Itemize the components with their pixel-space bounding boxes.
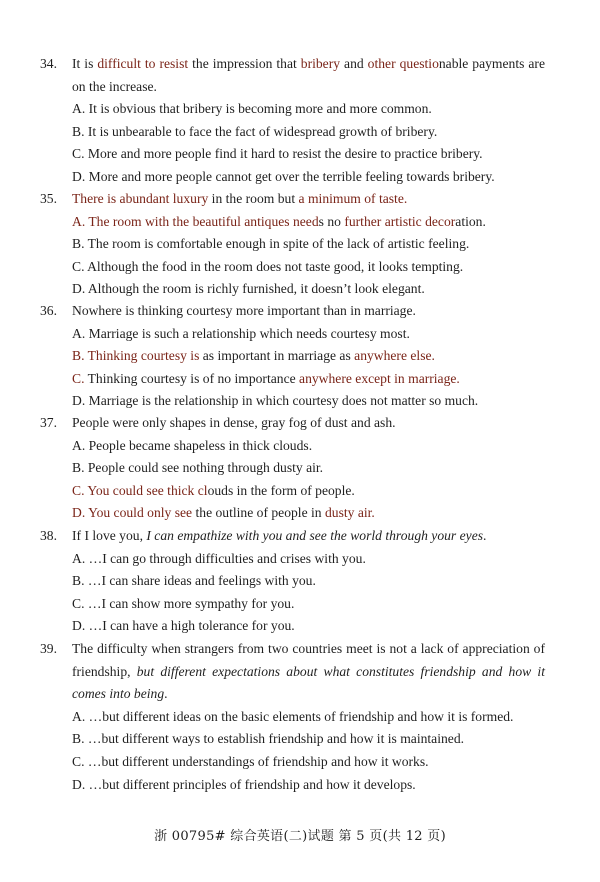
text-segment: There is abundant luxury [72,191,209,206]
text-segment: C. Although the food in the room does not taste good, it looks tempting. [72,258,464,274]
option-c [72,368,545,391]
question-38 [40,525,545,638]
option-d [72,278,545,301]
option-c [72,480,545,503]
text-segment: and [340,56,368,71]
question-stem [72,525,545,548]
question-stem [72,188,545,211]
option-c [72,593,545,616]
text-segment: Thinking courtesy is of no importance [84,370,300,386]
text-segment: C. More and more people find it hard to resist the desire to practice bribery. [72,146,483,162]
option-c [72,143,545,166]
question-37 [40,412,545,525]
option-a [72,98,545,121]
option-d [72,615,545,638]
text-segment: other questio [367,56,439,71]
option-d [72,166,545,189]
question-stem [72,638,545,706]
text-segment: s no [318,213,345,229]
option-c [72,256,545,279]
option-d [72,390,545,413]
text-segment: A. …but different ideas on the basic elements of friendship and how it is formed. [72,708,514,724]
text-segment: B. People could see nothing through dusty air. [72,460,324,476]
page-footer: 浙 00795# 综合英语(二)试题 第 5 页(共 12 页) [154,829,446,844]
text-segment: B. …but different ways to establish friendship and how it is maintained. [72,731,465,747]
text-segment: . [164,686,168,702]
option-d [72,502,545,525]
text-segment: People were only shapes in dense, gray fog of dust and ash. [72,415,396,430]
text-segment: dusty air. [324,505,375,521]
text-segment: A. Marriage is such a relationship which needs courtesy most. [72,325,410,341]
text-segment: D. Although the room is richly furnished, it doesn’t look elegant. [72,281,425,297]
question-stem [72,412,545,435]
text-segment: anywhere else. [354,348,435,364]
question-number: 34. [40,56,57,71]
option-b [72,570,545,593]
question-number: 37. [40,415,57,430]
option-b [72,345,545,368]
text-segment: nable payments are on the increase. [72,56,545,94]
question-stem [72,53,545,98]
option-a [72,548,545,571]
text-segment: I can empathize with you and see the world through your eyes [146,528,484,543]
option-a [72,211,545,234]
text-segment: B. The room is comfortable enough in spite of the lack of artistic feeling. [72,236,470,252]
text-segment: D. …but different principles of friendship and how it develops. [72,776,416,792]
question-number: 39. [40,641,57,656]
text-segment: C. …I can show more sympathy for you. [72,595,295,611]
text-segment: B. Thinking courtesy is [72,348,200,364]
text-segment: as important in marriage as [199,348,355,364]
option-b [72,121,545,144]
text-segment: A. People became shapeless in thick clouds. [72,437,313,453]
text-segment: further artistic decor [344,213,456,229]
text-segment: in the room but [208,191,299,206]
question-36 [40,300,545,413]
text-segment: Nowhere is thinking courtesy more important than in marriage. [72,303,416,318]
text-segment: A. The room with the beautiful antiques need [72,213,319,229]
text-segment: The difficulty when strangers from two countries meet is not a lack of appreciation of friendship, [72,641,545,679]
option-b [72,457,545,480]
option-d [72,774,545,797]
text-segment: ation. [455,213,486,229]
question-35 [40,188,545,301]
text-segment: ouds in the form of people. [207,482,355,498]
text-segment: the outline of people in [192,505,325,521]
text-segment: anywhere except in marriage. [299,370,460,386]
question-stem [72,300,545,323]
question-34 [40,53,545,189]
option-b [72,728,545,751]
text-segment: difficult to resist [97,56,189,71]
text-segment: a minimum of taste. [298,191,408,206]
text-segment: If I love you, [72,528,147,543]
question-number: 36. [40,303,57,318]
text-segment: A. …I can go through difficulties and crises with you. [72,550,366,566]
text-segment: but different expectations about what constitutes friendship and how it comes into being [72,663,545,702]
text-segment: bribery [300,56,341,71]
question-number: 38. [40,528,57,543]
option-a [72,323,545,346]
option-a [72,706,545,729]
text-segment: D. More and more people cannot get over the terrible feeling towards bribery. [72,168,495,184]
text-segment: the impression that [188,56,301,71]
text-segment: D. Marriage is the relationship in which courtesy does not matter so much. [72,393,479,409]
text-segment: . [483,528,487,543]
text-segment: B. …I can share ideas and feelings with you. [72,573,316,589]
question-39 [40,638,545,796]
option-b [72,233,545,256]
text-segment: D. You could only see [72,505,193,521]
text-segment: C. You could see thick cl [72,482,208,498]
text-segment: C. …but different understandings of friendship and how it works. [72,753,429,769]
option-c [72,751,545,774]
text-segment: B. It is unbearable to face the fact of widespread growth of bribery. [72,123,438,139]
text-segment: D. …I can have a high tolerance for you. [72,618,295,634]
text-segment: It is [72,56,98,71]
option-a [72,435,545,458]
question-number: 35. [40,191,57,206]
text-segment: C. [72,370,85,386]
text-segment: A. It is obvious that bribery is becoming more and more common. [72,101,432,117]
